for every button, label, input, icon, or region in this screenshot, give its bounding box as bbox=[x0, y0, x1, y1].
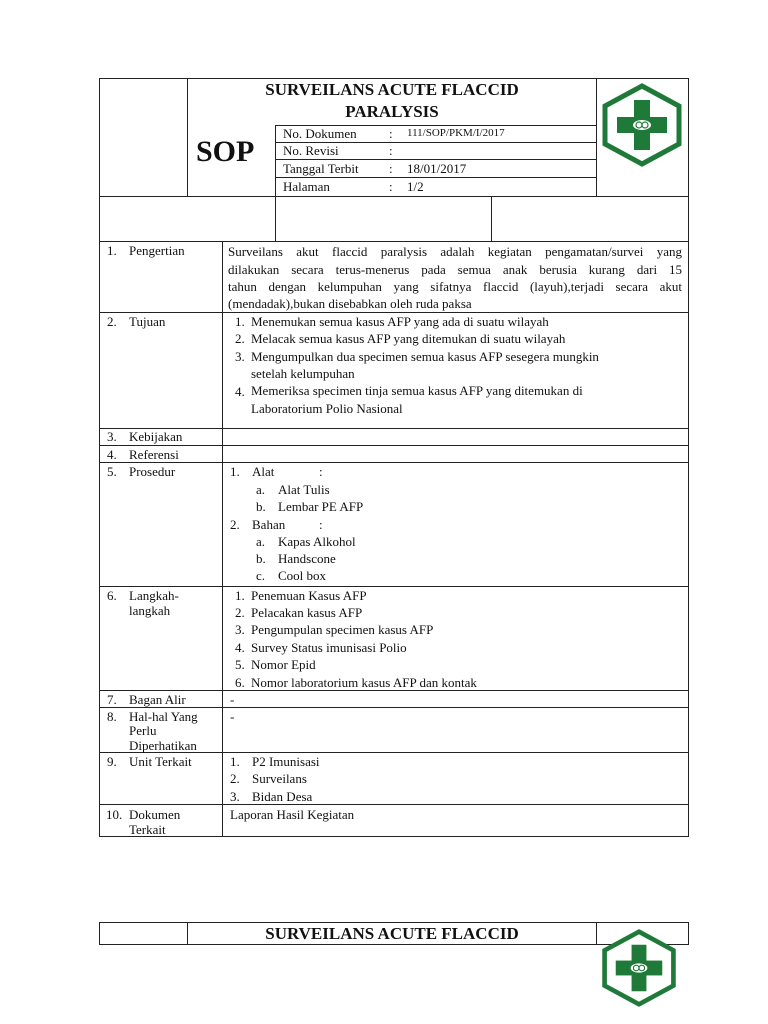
page2-title: SURVEILANS ACUTE FLACCID bbox=[265, 924, 519, 943]
page-title: SURVEILANS ACUTE FLACCID PARALYSIS bbox=[265, 80, 519, 121]
puskesmas-logo-icon bbox=[599, 82, 685, 168]
puskesmas-logo-icon bbox=[599, 928, 679, 1008]
sop-label: SOP bbox=[196, 135, 255, 168]
